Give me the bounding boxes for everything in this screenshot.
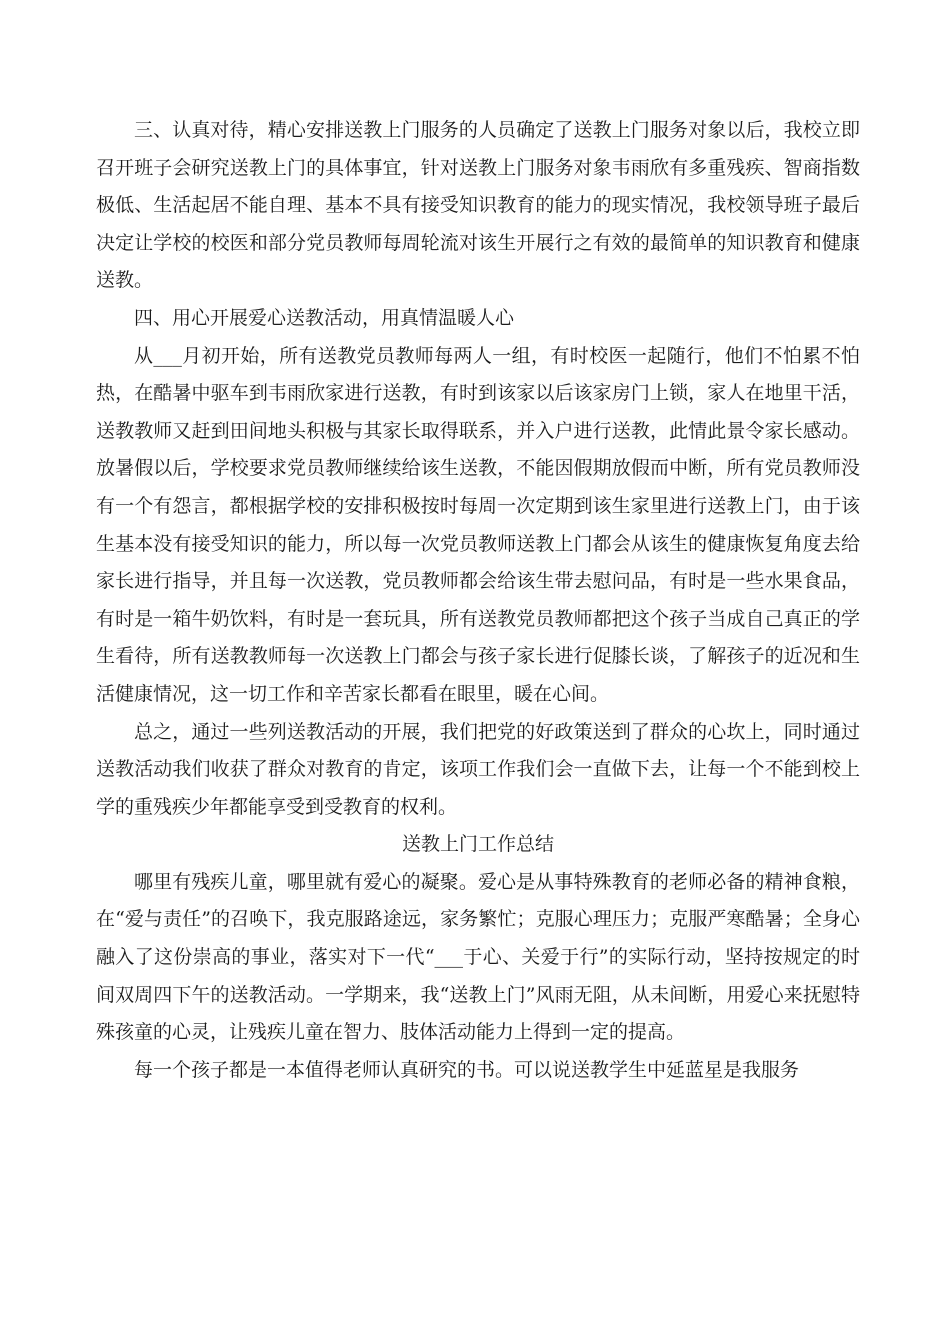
paragraph-love-and-responsibility: 哪里有残疾儿童，哪里就有爱心的凝聚。爱心是从事特殊教育的老师必备的精神食粮，在“爱与责任”的召唤下，我克服路途远，家务繁忙；克服心理压力；克服严寒酷暑；全身心融入了这份崇高的事业，落实对下一代“___于心、关爱于行”的实际行动，坚持按规定的时间双周四下午的送教活动。一学期来，我“送教上门”风雨无阻，从未间断，用爱心来抚慰特殊孩童的心灵，让残疾儿童在智力、肢体活动能力上得到一定的提高。 [96,870,860,1044]
document-body [96,112,860,1089]
paragraph-heading-warm-hearts: 四、用心开展爱心送教活动，用真情温暖人心 [134,306,515,329]
paragraph-summer-visits: 从___月初开始，所有送教党员教师每两人一组，有时校医一起随行，他们不怕累不怕热，在酷暑中驱车到韦雨欣家进行送教，有时到该家以后该家房门上锁，家人在地里干活，送教教师又赶到田间地头积极与其家长取得联系，并入户进行送教，此情此景令家长感动。放暑假以后，学校要求党员教师继续给该生送教，不能因假期放假而中断，所有党员教师没有一个有怨言，都根据学校的安排积极按时每周一次定期到该生家里进行送教上门，由于该生基本没有接受知识的能力，所以每一次党员教师送教上门都会从该生的健康恢复角度去给家长进行指导，并且每一次送教，党员教师都会给该生带去慰问品，有时是一些水果食品，有时是一箱牛奶饮料，有时是一套玩具，所有送教党员教师都把这个孩子当成自己真正的学生看待，所有送教教师每一次送教上门都会与孩子家长进行促膝长谈，了解孩子的近况和生活健康情况，这一切工作和辛苦家长都看在眼里，暖在心间。 [96,344,860,705]
paragraph-arrange-personnel: 三、认真对待，精心安排送教上门服务的人员确定了送教上门服务对象以后，我校立即召开班子会研究送教上门的具体事宜，针对送教上门服务对象韦雨欣有多重残疾、智商指数极低、生活起居不能自理、基本不具有接受知识教育的能力的现实情况，我校领导班子最后决定让学校的校医和部分党员教师每周轮流对该生开展行之有效的最简单的知识教育和健康送教。 [96,119,860,292]
section-title: 送教上门工作总结 [401,833,554,856]
paragraph-each-child-a-book: 每一个孩子都是一本值得老师认真研究的书。可以说送教学生中延蓝星是我服务 [134,1058,800,1081]
paragraph-conclusion: 总之，通过一些列送教活动的开展，我们把党的好政策送到了群众的心坎上，同时通过送教活动我们收获了群众对教育的肯定，该项工作我们会一直做下去，让每一个不能到校上学的重残疾少年都能享受到受教育的权利。 [96,720,860,818]
